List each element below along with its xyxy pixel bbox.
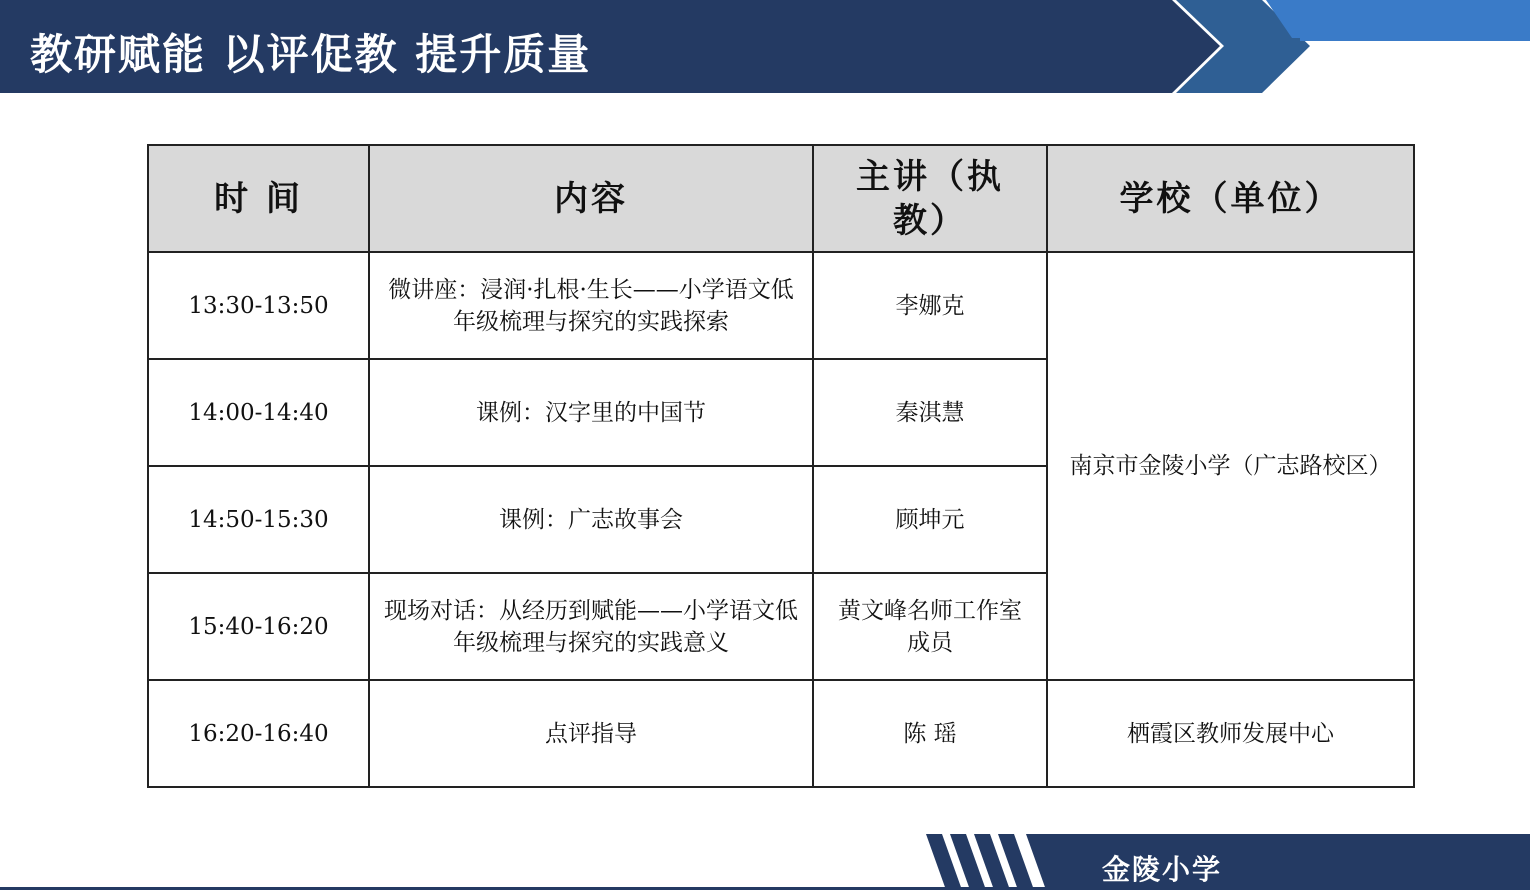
- schedule-table: [147, 144, 1415, 788]
- speaker-cell: 黄文峰名师工作室成员: [813, 573, 1047, 680]
- table-row: [148, 252, 1414, 359]
- time-cell: 16:20-16:40: [148, 680, 369, 787]
- page-title: 教研赋能 以评促教 提升质量: [30, 30, 592, 79]
- table-header-row: [148, 145, 1414, 252]
- content-cell: 微讲座：浸润·扎根·生长——小学语文低年级梳理与探究的实践探索: [369, 252, 813, 359]
- table-row: [148, 680, 1414, 787]
- speaker-cell: 秦淇慧: [813, 359, 1047, 466]
- footer-bar: [0, 834, 1530, 890]
- time-cell: 13:30-13:50: [148, 252, 369, 359]
- time-cell: 14:50-15:30: [148, 466, 369, 573]
- header-bar: [0, 0, 1530, 93]
- school-cell: 栖霞区教师发展中心: [1047, 680, 1414, 787]
- content-cell: 课例：汉字里的中国节: [369, 359, 813, 466]
- speaker-cell: 李娜克: [813, 252, 1047, 359]
- content-cell: 点评指导: [369, 680, 813, 787]
- footer-decoration: [0, 834, 1530, 890]
- column-header-speaker: 主讲（执教）: [813, 145, 1047, 252]
- time-cell: 14:00-14:40: [148, 359, 369, 466]
- time-cell: 15:40-16:20: [148, 573, 369, 680]
- content-cell: 课例：广志故事会: [369, 466, 813, 573]
- school-cell: 南京市金陵小学（广志路校区）: [1047, 252, 1414, 680]
- footer-school-name: 金陵小学: [1102, 853, 1223, 886]
- speaker-cell: 顾坤元: [813, 466, 1047, 573]
- column-header-school: 学校（单位）: [1047, 145, 1414, 252]
- column-header-content: 内容: [369, 145, 813, 252]
- column-header-time: 时 间: [148, 145, 369, 252]
- speaker-cell: 陈 瑶: [813, 680, 1047, 787]
- content-cell: 现场对话：从经历到赋能——小学语文低年级梳理与探究的实践意义: [369, 573, 813, 680]
